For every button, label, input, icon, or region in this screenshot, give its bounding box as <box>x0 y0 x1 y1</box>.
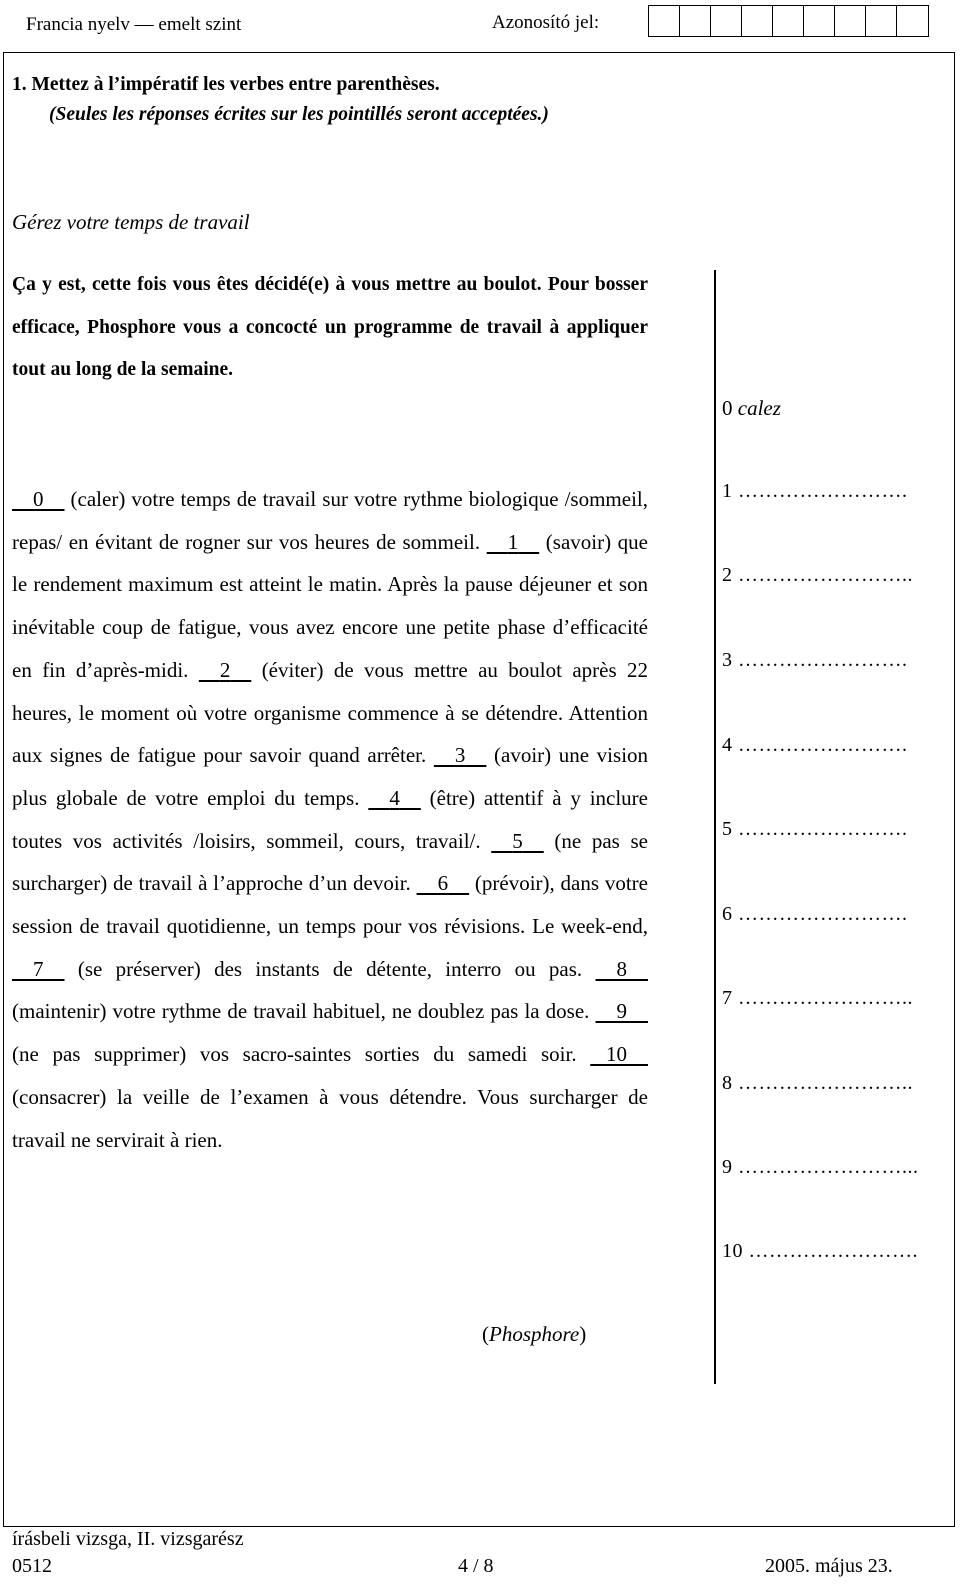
gap-4: 4 <box>389 785 400 810</box>
gap-9: 9 <box>616 999 627 1024</box>
answer-column-divider <box>714 270 716 1384</box>
text-segment: (caler) votre temps de travail sur votre rythme biologique /sommeil, repas/ en évitant de rogner sur vos heures de sommeil. <box>12 487 648 554</box>
text-segment: (éviter) de vous mettre au boulot après 22 heures, le moment où votre organisme commence à se détendre. Attention aux signes de fatigue pour savoir quand arrêter. <box>12 657 649 768</box>
footer-exam-part: írásbeli vizsga, II. vizsgarész <box>12 1528 244 1550</box>
gap-5: 5 <box>512 828 523 853</box>
text-segment: (savoir) que le rendement maximum est atteint le matin. Après la pause déjeuner et son inévitable coup de fatigue, vous avez encore une petite phase d’efficacité en fin d’après-midi. <box>12 529 648 682</box>
answer-line-1[interactable]: 1 ……………………. <box>722 480 908 502</box>
text-segment: (ne pas se surcharger) de travail à l’approche d’un devoir. <box>12 828 648 896</box>
answer-line-4[interactable]: 4 ……………………. <box>722 734 908 756</box>
answer-line-2[interactable]: 2 …………………….. <box>722 564 913 586</box>
gap-6: 6 <box>437 871 449 896</box>
gap-8: 8 <box>616 956 628 981</box>
gap-1: 1 <box>507 529 519 554</box>
text-segment: (ne pas supprimer) vos sacro-saintes sorties du samedi soir. <box>12 1042 577 1067</box>
footer-code: 0512 <box>12 1555 52 1577</box>
exercise-text <box>12 478 648 1161</box>
id-box-cell[interactable] <box>804 6 835 36</box>
answer-line-3[interactable]: 3 ……………………. <box>722 649 908 671</box>
gap-7: 7 <box>33 956 44 981</box>
instruction-line-2: (Seules les réponses écrites sur les pointillés seront acceptées.) <box>49 104 549 125</box>
gap-0: 0 <box>33 487 44 511</box>
id-box-cell[interactable] <box>680 6 711 36</box>
subject-header: Francia nyelv — emelt szint <box>26 14 242 35</box>
instruction-line-1: 1. Mettez à l’impératif les verbes entre parenthèses. <box>12 74 440 95</box>
text-segment: (se préserver) des instants de détente, interro ou pas. <box>77 956 583 981</box>
source-citation: (Phosphore) <box>482 1322 587 1346</box>
id-box-cell[interactable] <box>649 6 680 36</box>
gap-2: 2 <box>219 657 231 682</box>
answer-line-7[interactable]: 7 …………………….. <box>722 987 913 1009</box>
text-segment: (prévoir), dans votre session de travail quotidienne, un temps pour vos révisions. Le week-end, <box>12 871 648 939</box>
footer-page-number: 4 / 8 <box>458 1555 494 1577</box>
intro-paragraph: Ça y est, cette fois vous êtes décidé(e) à vous mettre au boulot. Pour bosser efficace, Phosphore vous a concocté un programme de travail à appliquer tout au long de la semaine. <box>12 274 648 381</box>
text-segment: (consacrer) la veille de l’examen à vous détendre. Vous surcharger de travail ne servirait à rien. <box>12 1084 648 1152</box>
answer-line-5[interactable]: 5 ……………………. <box>722 818 908 840</box>
text-segment: (être) attentif à y inclure toutes vos activités /loisirs, sommeil, cours, travail/. <box>12 785 648 853</box>
id-box-cell[interactable] <box>742 6 773 36</box>
answer-line-6[interactable]: 6 ……………………. <box>722 903 908 925</box>
id-box-cell[interactable] <box>835 6 866 36</box>
instructions <box>12 70 549 130</box>
id-label: Azonosító jel: <box>492 12 600 33</box>
text-title: Gérez votre temps de travail <box>12 210 250 234</box>
answer-line-9[interactable]: 9 ……………………... <box>722 1156 919 1178</box>
answer-line-10[interactable]: 10 ……………………. <box>722 1240 918 1262</box>
id-box-cell[interactable] <box>866 6 897 36</box>
id-box-group <box>648 5 929 37</box>
footer-date: 2005. május 23. <box>765 1555 893 1577</box>
gap-10: 10 <box>606 1042 627 1067</box>
text-segment: (maintenir) votre rythme de travail habituel, ne doublez pas la dose. <box>12 999 590 1024</box>
id-box-cell[interactable] <box>711 6 742 36</box>
text-segment: (avoir) une vision plus globale de votre emploi du temps. <box>12 743 649 810</box>
example-answer: 0 calez <box>722 396 781 420</box>
id-box-cell[interactable] <box>897 6 928 36</box>
answer-line-8[interactable]: 8 …………………….. <box>722 1072 913 1094</box>
gap-3: 3 <box>454 743 466 768</box>
id-box-cell[interactable] <box>773 6 804 36</box>
